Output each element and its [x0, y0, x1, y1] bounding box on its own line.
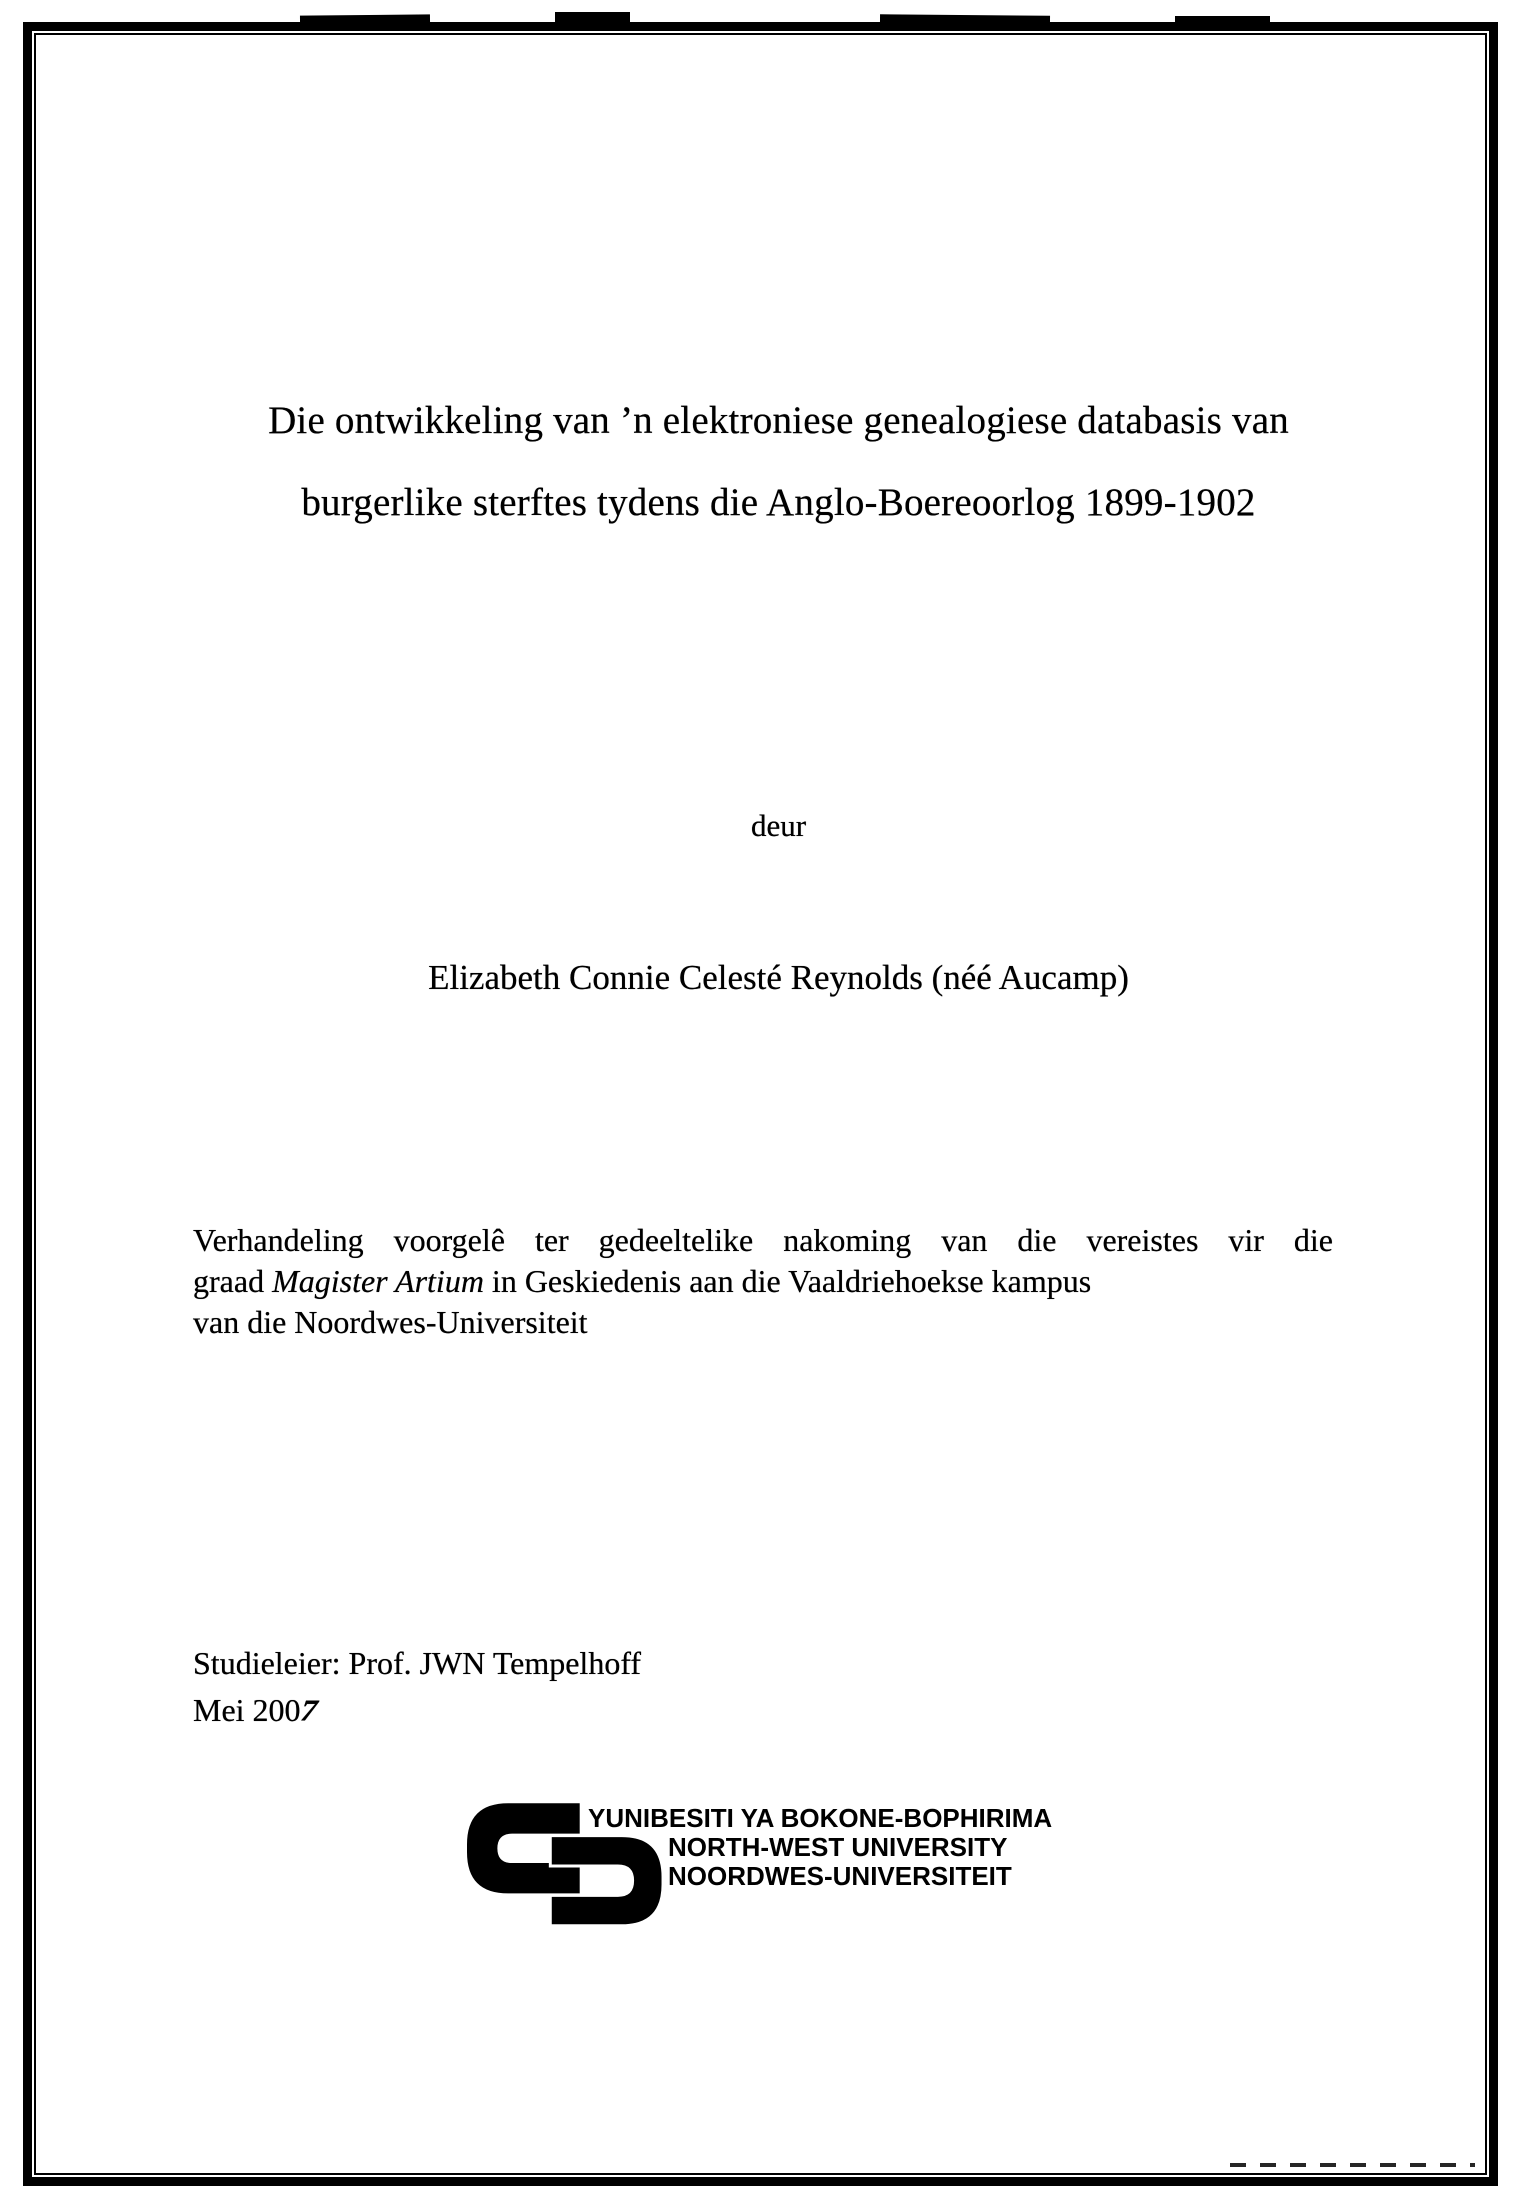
scan-artifact [1230, 2163, 1475, 2167]
declaration-line-2-pre: graad [193, 1263, 273, 1299]
scan-artifact [880, 14, 1050, 24]
date-prefix: Mei 200 [193, 1692, 301, 1728]
scan-artifact [1175, 16, 1270, 25]
declaration-line-2-post: in Geskiedenis aan die Vaaldriehoekse kampus [483, 1263, 1092, 1299]
supervisor-line: Studieleier: Prof. JWN Tempelhoff [193, 1645, 642, 1681]
university-name-block [588, 1804, 1052, 1891]
university-name-setswana: YUNIBESITI YA BOKONE-BOPHIRIMA [588, 1803, 1053, 1833]
university-name-afrikaans: NOORDWES-UNIVERSITEIT [668, 1861, 1012, 1891]
thesis-title-line-1: Die ontwikkeling van ’n elektroniese genealogiese databasis van [268, 399, 1289, 442]
supervisor-block [193, 1640, 641, 1734]
declaration-line-1: Verhandeling voorgelê ter gedeeltelike nakoming van die vereistes vir die [193, 1222, 1333, 1258]
declaration-line-2 [193, 1261, 1333, 1302]
date-digit: 7 [295, 1692, 323, 1728]
degree-name-italic: Magister Artium [272, 1263, 484, 1299]
declaration-line-3: van die Noordwes-Universiteit [193, 1304, 588, 1340]
date-line [193, 1687, 641, 1734]
byline-label: deur [750, 808, 807, 843]
author-name: Elizabeth Connie Celesté Reynolds (néé Aucamp) [428, 958, 1129, 997]
university-name-english: NORTH-WEST UNIVERSITY [668, 1832, 1008, 1862]
thesis-title [30, 380, 1527, 544]
nwu-logo [467, 1800, 1087, 1940]
scan-artifact [555, 12, 630, 25]
scan-artifact [300, 14, 430, 25]
declaration-paragraph [193, 1220, 1333, 1343]
thesis-title-line-2: burgerlike sterftes tydens die Anglo-Boereoorlog 1899-1902 [301, 481, 1256, 524]
